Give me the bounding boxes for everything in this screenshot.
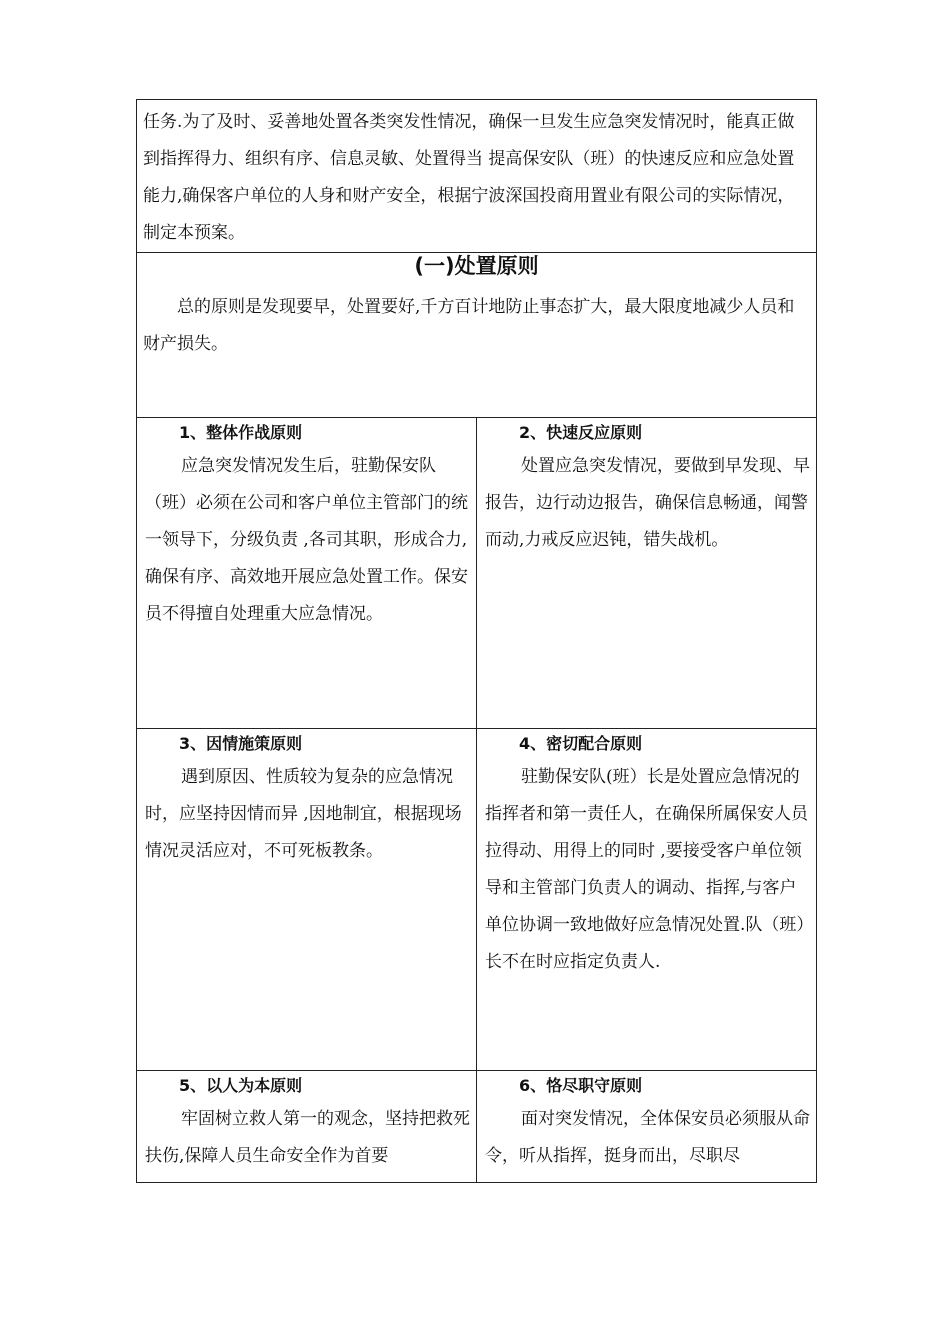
section-title: (一)处置原则 [414, 254, 539, 278]
intro-cell [137, 100, 817, 253]
principle-paragraph: 面对突发情况，全体保安员必须服从命令，听从指挥，挺身而出，尽职尽 [485, 1109, 810, 1166]
principle-paragraph: 遇到原因、性质较为复杂的应急情况时，应坚持因情而异 ,因地制宜，根据现场情况灵活应对，不可死板教条。 [145, 767, 462, 861]
principle-heading: 3、因情施策原则 [179, 734, 303, 753]
general-principle-paragraph: 总的原则是发现要早，处置要好,千方百计地防止事态扩大，最大限度地减少人员和财产损失。 [143, 297, 795, 354]
plan-table [136, 99, 817, 1183]
principle-paragraph: 处置应急突发情况，要做到早发现、早报告，边行动边报告，确保信息畅通，闻警而动,力戒反应迟钝，错失战机。 [485, 456, 810, 550]
principle-paragraph: 驻勤保安队(班）长是处置应急情况的指挥者和第一责任人，在确保所属保安人员拉得动、用得上的同时 ,要接受客户单位领导和主管部门负责人的调动、指挥,与客户单位协调一致地做好应急情况处置.队（班）长不在时应指定负责人. [485, 767, 808, 972]
principle-cell-6 [477, 1071, 817, 1183]
general-principle-cell [137, 253, 817, 418]
principle-cell-4 [477, 729, 817, 1071]
principle-cell-2 [477, 418, 817, 729]
principle-paragraph: 应急突发情况发生后，驻勤保安队（班）必须在公司和客户单位主管部门的统一领导下，分级负责 ,各司其职，形成合力,确保有序、高效地开展应急处置工作。保安员不得擅自处理重大应急情况。 [145, 456, 468, 624]
principle-heading: 4、密切配合原则 [519, 734, 643, 753]
principle-heading: 2、快速反应原则 [519, 423, 643, 442]
principle-cell-1 [137, 418, 477, 729]
principle-cell-5 [137, 1071, 477, 1183]
principle-paragraph: 牢固树立救人第一的观念，坚持把救死扶伤,保障人员生命安全作为首要 [145, 1109, 470, 1166]
principle-heading: 6、恪尽职守原则 [519, 1076, 643, 1095]
principle-heading: 1、整体作战原则 [179, 423, 303, 442]
intro-paragraph: 任务.为了及时、妥善地处置各类突发性情况，确保一旦发生应急突发情况时，能真正做到指挥得力、组织有序、信息灵敏、处置得当 提高保安队（班）的快速反应和应急处置能力,确保客户单位的人身和财产安全，根据宁波深国投商用置业有限公司的实际情况，制定本预案。 [143, 112, 795, 243]
principle-cell-3 [137, 729, 477, 1071]
principle-heading: 5、以人为本原则 [179, 1076, 303, 1095]
